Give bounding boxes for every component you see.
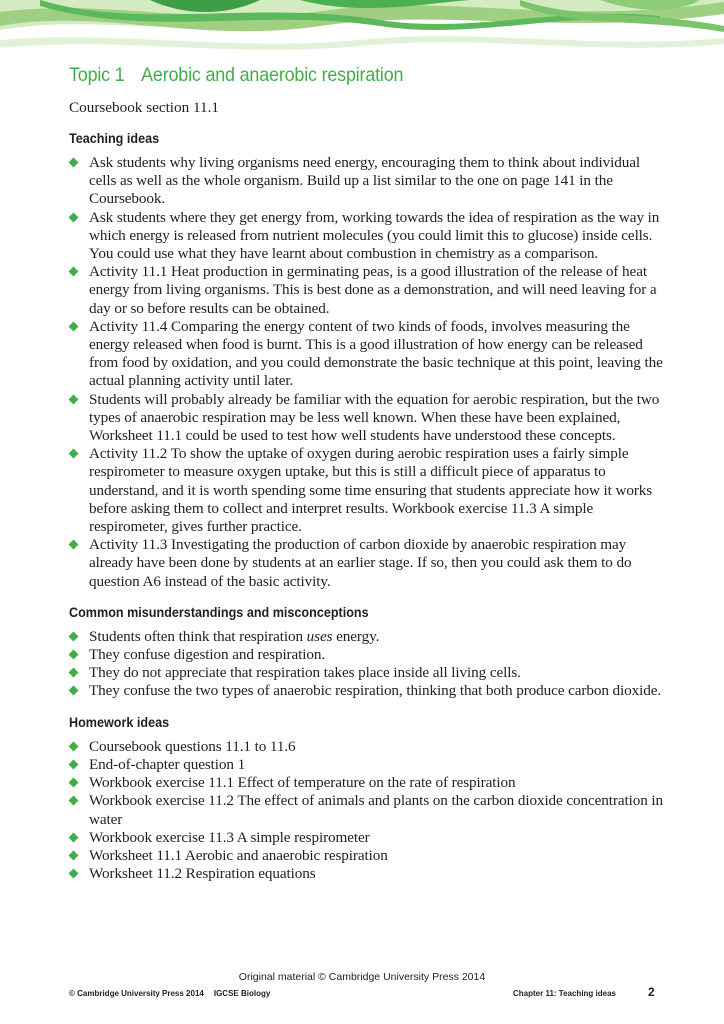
list-item: Workbook exercise 11.2 The effect of animals and plants on the carbon dioxide concentration in water <box>69 792 669 828</box>
topic-heading <box>69 64 621 87</box>
list-item: They do not appreciate that respiration takes place inside all living cells. <box>69 664 669 682</box>
list-item: Workbook exercise 11.3 A simple respirometer <box>69 829 669 847</box>
homework-ideas-heading: Homework ideas <box>69 713 170 730</box>
diamond-bullet-icon <box>69 833 79 843</box>
list-item: Worksheet 11.2 Respiration equations <box>69 865 669 883</box>
list-item: They confuse digestion and respiration. <box>69 646 669 664</box>
list-item: Activity 11.1 Heat production in germinating peas, is a good illustration of the release of heat energy from living organisms. This is best done as a demonstration, and will need leaving for a day or so before results can be obtained. <box>69 263 669 318</box>
list-item: Coursebook questions 11.1 to 11.6 <box>69 738 669 756</box>
footer-book-title: IGCSE Biology <box>213 989 271 998</box>
diamond-bullet-icon <box>69 760 79 770</box>
list-item: They confuse the two types of anaerobic respiration, thinking that both produce carbon dioxide. <box>69 682 669 700</box>
diamond-bullet-icon <box>69 686 79 696</box>
teaching-ideas-heading: Teaching ideas <box>69 130 160 146</box>
diamond-bullet-icon <box>69 650 79 660</box>
footer-copyright: © Cambridge University Press 2014 <box>69 989 204 998</box>
list-item: Ask students where they get energy from, working towards the idea of respiration as the way in which energy is released from nutrient molecules (you could limit this to glucose) inside cells. You could use what they have learnt about combustion in chemistry as a comparison. <box>69 209 669 264</box>
list-item: Activity 11.4 Comparing the energy content of two kinds of foods, involves measuring the energy released when food is burnt. This is a good illustration of how energy can be released from food by oxidation, and you could demonstrate the basic technique at this point, leaving the actual planning activity until later. <box>69 318 669 391</box>
list-item: Workbook exercise 11.1 Effect of temperature on the rate of respiration <box>69 774 669 792</box>
list-item: Students will probably already be familiar with the equation for aerobic respiration, but the two types of anaerobic respiration may be less well known. When these have been explained, Worksheet 11.1 could be used to test how well students have understood these concepts. <box>69 391 669 446</box>
list-item: End-of-chapter question 1 <box>69 756 669 774</box>
diamond-bullet-icon <box>69 540 79 550</box>
footer-chapter: Chapter 11: Teaching ideas <box>513 989 616 998</box>
list-item: Students often think that respiration uses energy. <box>69 628 669 646</box>
footer-left <box>69 989 270 998</box>
list-item: Activity 11.2 To show the uptake of oxygen during aerobic respiration uses a fairly simple respirometer to measure oxygen uptake, but this is still a difficult piece of apparatus to understand, and it is worth spending some time ensuring that students appreciate how it works before asking them to collect and interpret results. Workbook exercise 11.3 A simple respirometer, gives further practice. <box>69 445 669 536</box>
diamond-bullet-icon <box>69 778 79 788</box>
diamond-bullet-icon <box>69 742 79 752</box>
diamond-bullet-icon <box>69 322 79 332</box>
list-item: Ask students why living organisms need energy, encouraging them to think about individual cells as well as the whole organism. Build up a list similar to the one on page 141 in the Coursebook. <box>69 154 669 209</box>
list-item: Worksheet 11.1 Aerobic and anaerobic respiration <box>69 847 669 865</box>
diamond-bullet-icon <box>69 449 79 459</box>
topic-title: Aerobic and anaerobic respiration <box>141 64 404 86</box>
diamond-bullet-icon <box>69 796 79 806</box>
misconceptions-heading: Common misunderstandings and misconceptions <box>69 603 369 620</box>
diamond-bullet-icon <box>69 632 79 642</box>
diamond-bullet-icon <box>69 851 79 861</box>
coursebook-reference: Coursebook section 11.1 <box>69 99 220 116</box>
diamond-bullet-icon <box>69 267 79 277</box>
diamond-bullet-icon <box>69 869 79 879</box>
original-material-notice: Original material © Cambridge University Press 2014 <box>238 971 486 983</box>
page-content <box>69 64 669 883</box>
list-item: Activity 11.3 Investigating the production of carbon dioxide by anaerobic respiration may already have been done by students at an earlier stage. If so, then you could ask them to do question A6 instead of the basic activity. <box>69 536 669 591</box>
homework-ideas-list <box>69 738 669 884</box>
misconceptions-list <box>69 628 669 701</box>
topic-number: Topic 1 <box>69 64 125 86</box>
teaching-ideas-list <box>69 154 669 591</box>
diamond-bullet-icon <box>69 668 79 678</box>
diamond-bullet-icon <box>69 213 79 223</box>
page-number: 2 <box>648 985 655 999</box>
header-leaf-banner <box>0 0 724 58</box>
diamond-bullet-icon <box>69 395 79 405</box>
diamond-bullet-icon <box>69 158 79 168</box>
